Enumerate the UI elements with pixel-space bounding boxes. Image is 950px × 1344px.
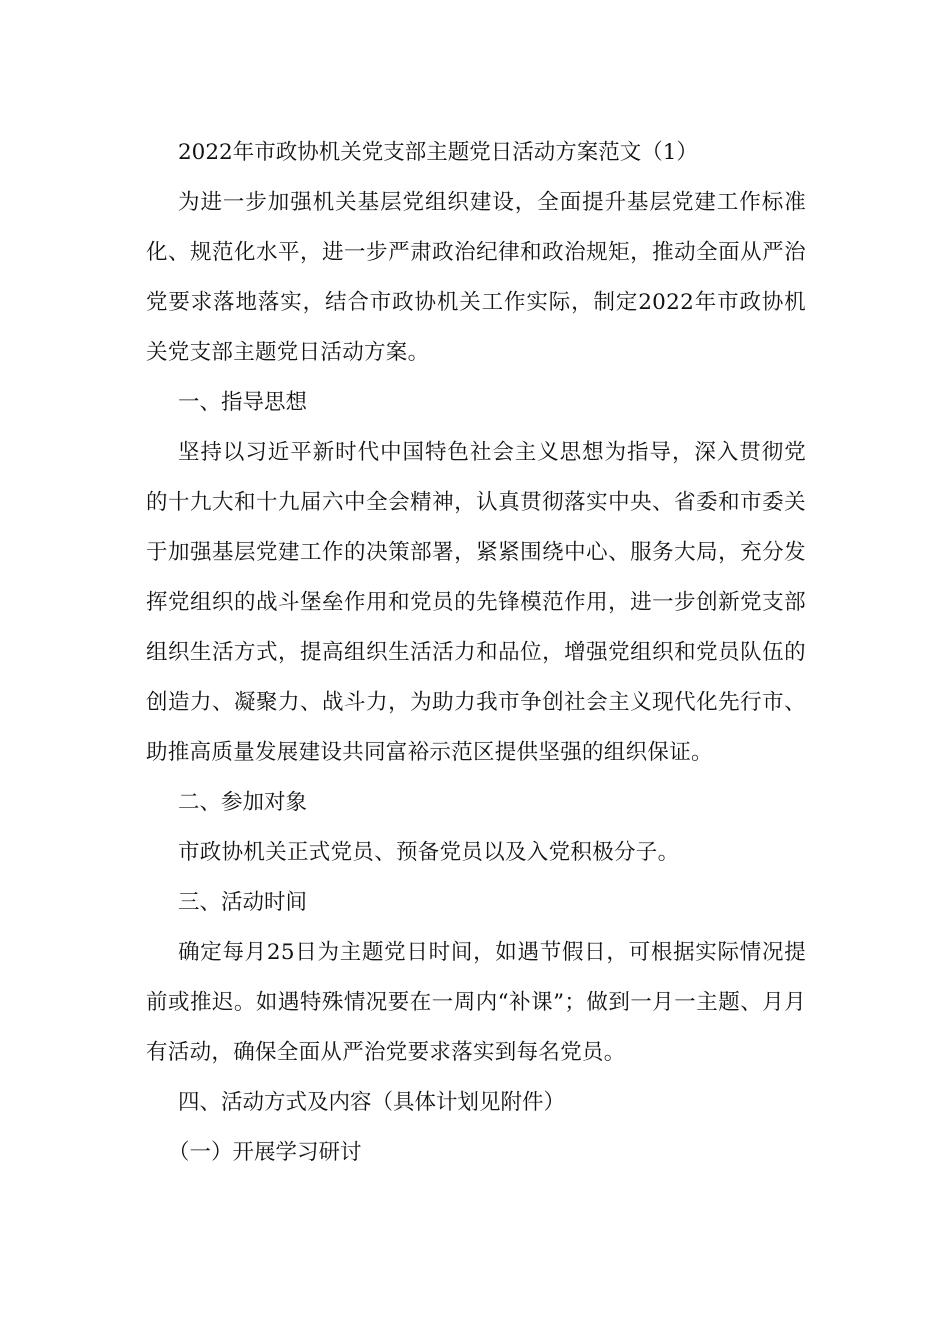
section-heading-guiding-ideology: 一、指导思想 <box>178 390 308 415</box>
document-body <box>146 128 806 1178</box>
section-heading-participants: 二、参加对象 <box>178 790 308 815</box>
intro-paragraph: 为进一步加强机关基层党组织建设，全面提升基层党建工作标准化、规范化水平，进一步严肃政治纪律和政治规矩，推动全面从严治党要求落地落实，结合市政协机关工作实际，制定2022年市政协机关党支部主题党日活动方案。 <box>146 190 806 365</box>
document-title: 2022年市政协机关党支部主题党日活动方案范文（1） <box>178 140 698 165</box>
section-heading-activity-content: 四、活动方式及内容（具体计划见附件） <box>178 1090 566 1115</box>
participants-paragraph: 市政协机关正式党员、预备党员以及入党积极分子。 <box>178 840 680 865</box>
subsection-heading-study: （一）开展学习研讨 <box>168 1140 362 1165</box>
guiding-ideology-paragraph: 坚持以习近平新时代中国特色社会主义思想为指导，深入贯彻党的十九大和十九届六中全会精神，认真贯彻落实中央、省委和市委关于加强基层党建工作的决策部署，紧紧围绕中心、服务大局，充分发挥党组织的战斗堡垒作用和党员的先锋模范作用，进一步创新党支部组织生活方式，提高组织生活活力和品位，增强党组织和党员队伍的创造力、凝聚力、战斗力，为助力我市争创社会主义现代化先行市、助推高质量发展建设共同富裕示范区提供坚强的组织保证。 <box>146 440 806 765</box>
activity-time-paragraph: 确定每月25日为主题党日时间，如遇节假日，可根据实际情况提前或推迟。如遇特殊情况要在一周内“补课”；做到一月一主题、月月有活动，确保全面从严治党要求落实到每名党员。 <box>146 940 806 1065</box>
section-heading-activity-time: 三、活动时间 <box>178 890 308 915</box>
